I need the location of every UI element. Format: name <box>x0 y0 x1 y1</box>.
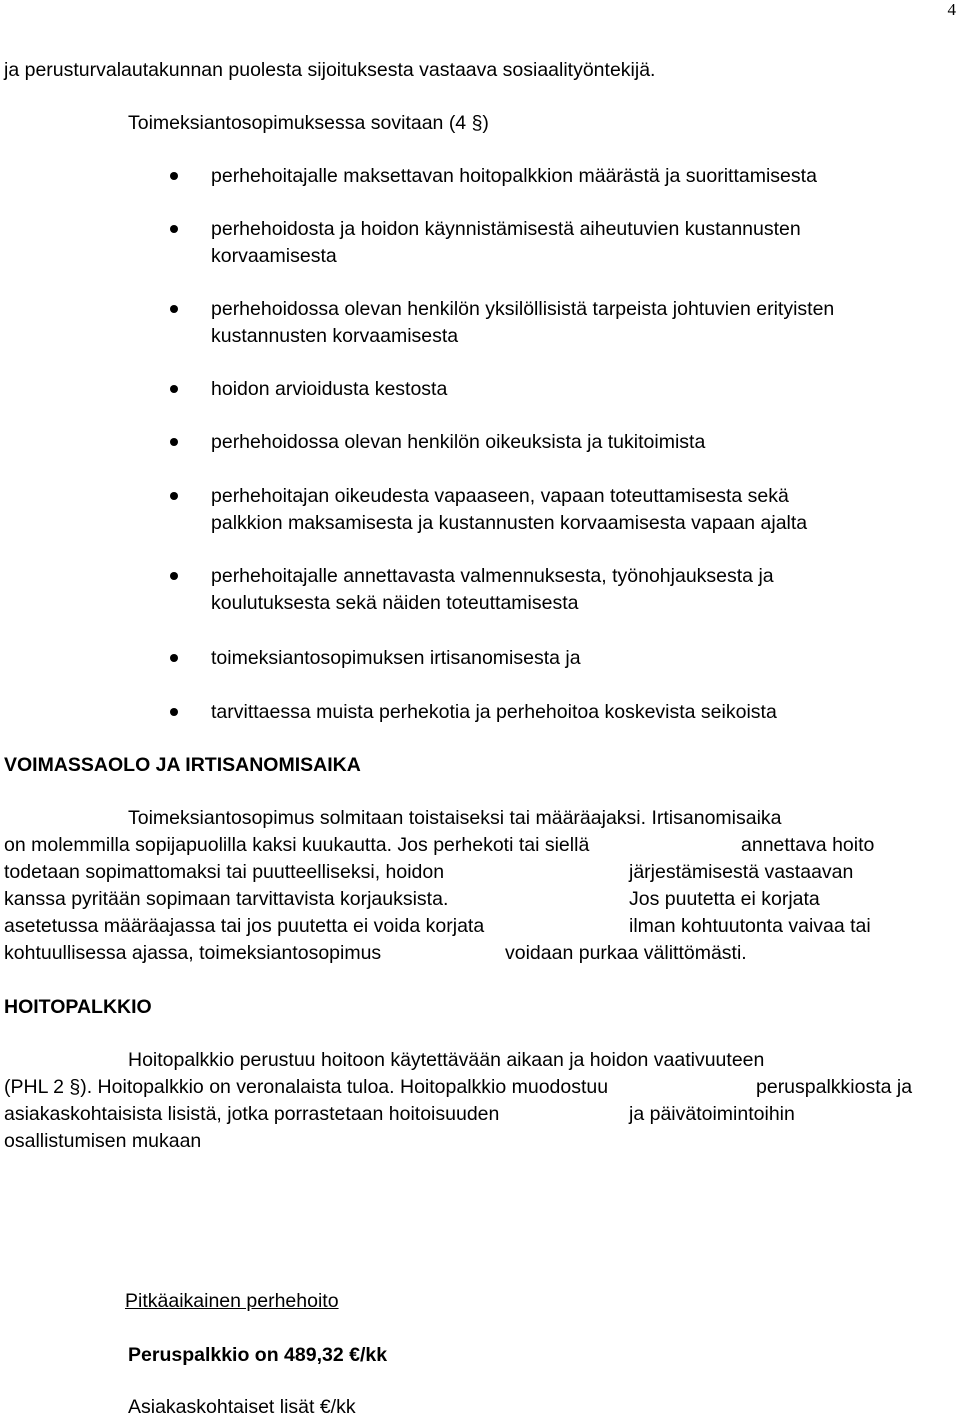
bullet-text: perhehoitajalle maksettavan hoitopalkkion määrästä ja suorittamisesta <box>211 165 817 187</box>
paragraph-line: Toimeksiantosopimus solmitaan toistaiseksi tai määräajaksi. Irtisanomisaika <box>128 807 782 829</box>
bullet-text: perhehoitajalle annettavasta valmennuksesta, työnohjauksesta ja <box>211 565 774 587</box>
bullet-text: perhehoitajan oikeudesta vapaaseen, vapaan toteuttamisesta sekä <box>211 485 789 507</box>
paragraph-line: järjestämisestä vastaavan <box>629 861 854 883</box>
paragraph-line: Hoitopalkkio perustuu hoitoon käytettävään aikaan ja hoidon vaativuuteen <box>128 1049 765 1071</box>
bullet-icon <box>170 438 178 446</box>
bullet-icon <box>170 225 178 233</box>
paragraph-line: ilman kohtuutonta vaivaa tai <box>629 915 871 937</box>
paragraph-line: annettava hoito <box>741 834 875 856</box>
paragraph-line: Jos puutetta ei korjata <box>629 888 820 910</box>
paragraph-line: kohtuullisessa ajassa, toimeksiantosopimus <box>4 942 382 964</box>
bullet-icon <box>170 654 178 662</box>
bullet-icon <box>170 305 178 313</box>
bullet-icon <box>170 385 178 393</box>
paragraph-line: on molemmilla sopijapuolilla kaksi kuukautta. Jos perhekoti tai siellä <box>4 834 590 856</box>
bullet-text: koulutuksesta sekä näiden toteuttamisesta <box>211 592 579 614</box>
bullet-text: perhehoidosta ja hoidon käynnistämisestä aiheutuvien kustannusten <box>211 218 801 240</box>
paragraph-line: asetetussa määräajassa tai jos puutetta ei voida korjata <box>4 915 485 937</box>
client-extras: Asiakaskohtaiset lisät €/kk <box>128 1396 356 1418</box>
bullet-text: perhehoidossa olevan henkilön oikeuksista ja tukitoimista <box>211 431 706 453</box>
bullet-icon <box>170 492 178 500</box>
bullet-text: korvaamisesta <box>211 245 337 267</box>
base-fee: Peruspalkkio on 489,32 €/kk <box>128 1344 388 1366</box>
paragraph-line: voidaan purkaa välittömästi. <box>505 942 747 964</box>
bullet-text: kustannusten korvaamisesta <box>211 325 459 347</box>
bullet-icon <box>170 172 178 180</box>
bullet-text: perhehoidossa olevan henkilön yksilöllisistä tarpeista johtuvien erityisten <box>211 298 835 320</box>
paragraph-line: osallistumisen mukaan <box>4 1130 202 1152</box>
paragraph-line: kanssa pyritään sopimaan tarvittavista korjauksista. <box>4 888 449 910</box>
paragraph-line: asiakaskohtaisista lisistä, jotka porrastetaan hoitoisuuden <box>4 1103 500 1125</box>
paragraph-line: todetaan sopimattomaksi tai puutteelliseksi, hoidon <box>4 861 445 883</box>
intro-line-1: ja perusturvalautakunnan puolesta sijoituksesta vastaava sosiaalityöntekijä. <box>4 59 656 81</box>
section-heading-hoitopalkkio: HOITOPALKKIO <box>4 996 152 1018</box>
paragraph-line: ja päivätoimintoihin <box>629 1103 795 1125</box>
bullet-text: palkkion maksamisesta ja kustannusten korvaamisesta vapaan ajalta <box>211 512 808 534</box>
bullet-icon <box>170 708 178 716</box>
page-number: 4 <box>947 0 956 19</box>
section-heading-voimassaolo: VOIMASSAOLO JA IRTISANOMISAIKA <box>4 754 361 776</box>
bullet-icon <box>170 572 178 580</box>
bullet-text: toimeksiantosopimuksen irtisanomisesta ja <box>211 647 581 669</box>
paragraph-line: (PHL 2 §). Hoitopalkkio on veronalaista tuloa. Hoitopalkkio muodostuu <box>4 1076 609 1098</box>
paragraph-line: peruspalkkiosta ja <box>756 1076 913 1098</box>
bullet-text: hoidon arvioidusta kestosta <box>211 378 448 400</box>
subheading-pitkaaikainen: Pitkäaikainen perhehoito <box>125 1290 339 1312</box>
intro-line-2: Toimeksiantosopimuksessa sovitaan (4 §) <box>128 112 489 134</box>
bullet-text: tarvittaessa muista perhekotia ja perhehoitoa koskevista seikoista <box>211 701 777 723</box>
